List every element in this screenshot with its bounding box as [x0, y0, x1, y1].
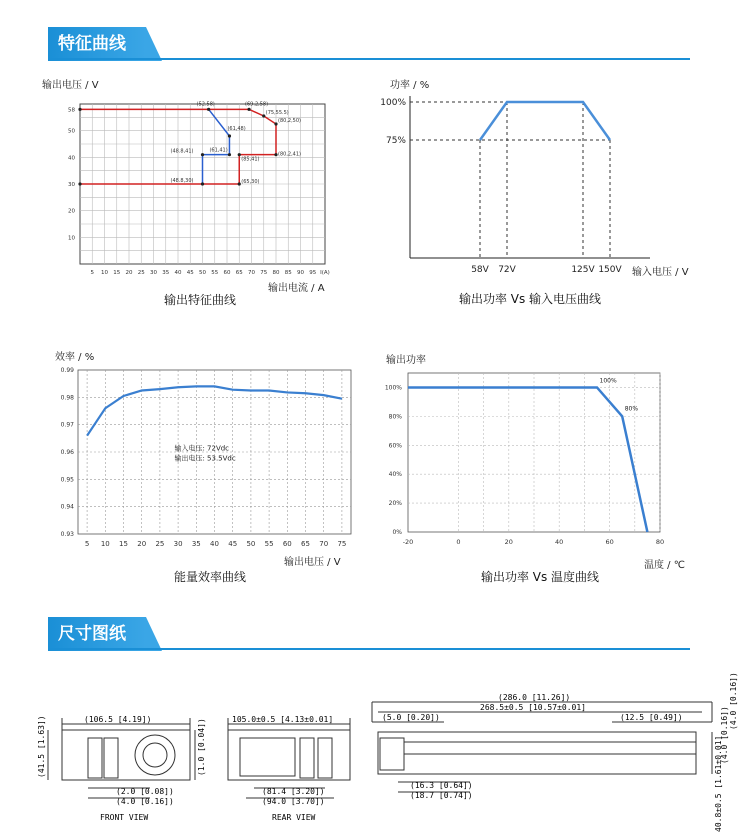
- side-right-label: (12.5 [0.49]): [620, 713, 683, 722]
- power-vs-input-voltage-chart: [375, 88, 695, 273]
- point-annotation: (48.8,30): [170, 178, 194, 184]
- data-point: [247, 108, 250, 111]
- x-tick-label: 40: [210, 540, 219, 548]
- front-d1-label: (2.0 [0.08]): [116, 787, 174, 796]
- annotation: 输入电压: 72Vdc: [174, 444, 230, 453]
- front-d2-label: (4.0 [0.16]): [116, 797, 174, 806]
- chart4-caption: 输出功率 Vs 温度曲线: [480, 570, 600, 584]
- y-tick-label: 0.98: [60, 394, 74, 402]
- output-characteristic-chart: [40, 92, 340, 297]
- point-annotation: (52.58): [196, 101, 215, 108]
- x-tick-label: 15: [119, 540, 128, 548]
- chart2-ylabel: 功率 / %: [390, 80, 430, 91]
- divider: [48, 58, 690, 60]
- rear-d2-label: (94.0 [3.70]): [262, 797, 325, 806]
- annotation: 输出电压: 53.5Vdc: [174, 454, 236, 463]
- rear-vent-grid: [240, 738, 295, 776]
- data-label: 80%: [624, 405, 639, 413]
- y-tick-label: 20%: [388, 500, 402, 508]
- y-tick-label: 0.97: [60, 421, 74, 429]
- front-width-label: (106.5 [4.19]): [84, 715, 152, 724]
- x-tick-label: 65: [301, 540, 310, 548]
- x-tick-label: 125V: [571, 265, 595, 273]
- rear-d1-label: (81.4 [3.20]): [262, 787, 325, 796]
- y-tick-label: 40%: [388, 471, 402, 479]
- series-line: [480, 102, 610, 140]
- rear-width-label: 105.0±0.5 [4.13±0.01]: [232, 715, 334, 724]
- side-b2-label: (18.7 [0.74]): [410, 791, 473, 800]
- side-b1-label: (16.3 [0.64]): [410, 781, 473, 790]
- fan-grille-inner: [143, 743, 167, 767]
- x-tick-label: 20: [137, 540, 147, 548]
- side-total-label: (286.0 [11.26]): [498, 693, 571, 702]
- front-gap-label: (1.0 [0.04]): [197, 718, 206, 776]
- point-annotation: (85,41): [241, 156, 260, 163]
- point-annotation: (80,2,50): [278, 118, 301, 124]
- x-tick-label: 20: [504, 538, 513, 546]
- x-tick-label: 60: [605, 538, 614, 546]
- x-tick-label: 20: [125, 270, 133, 276]
- x-tick-label: 35: [162, 270, 170, 276]
- front-height-label: (41.5 [1.63]): [37, 715, 46, 778]
- front-connector: [104, 738, 118, 778]
- x-tick-label: 45: [228, 540, 238, 548]
- section-banner-dimensions: [48, 617, 146, 651]
- point-annotation: (48.8,41): [170, 148, 194, 155]
- chart4-ylabel: 输出功率: [386, 355, 426, 366]
- y-tick-label: 75%: [385, 136, 406, 146]
- dimension-drawings: [0, 658, 750, 833]
- data-point: [201, 153, 204, 156]
- side-r2-label: (4.0 [0.16]): [720, 706, 729, 764]
- side-left-label: (5.0 [0.20]): [382, 713, 440, 722]
- y-tick-label: 0.96: [60, 449, 74, 456]
- x-tick-label: 25: [155, 540, 165, 548]
- point-annotation: (75,55.5): [265, 110, 289, 116]
- y-tick-label: 100%: [384, 384, 402, 392]
- x-tick-label: 5: [84, 540, 90, 548]
- y-tick-label: 0.99: [60, 367, 74, 374]
- y-tick-label: 30: [68, 182, 75, 188]
- chart3-caption: 能量效率曲线: [173, 570, 246, 584]
- plot-area: [408, 373, 660, 532]
- x-tick-label: 70: [319, 540, 329, 548]
- y-tick-label: 100%: [380, 98, 406, 108]
- section-title: 尺寸图纸: [48, 617, 146, 651]
- y-tick-label: 50: [68, 128, 75, 135]
- front-caption: FRONT VIEW: [100, 813, 149, 822]
- x-tick-label: I(A): [320, 270, 330, 276]
- x-tick-label: 45: [186, 270, 194, 276]
- chart1-ylabel: 输出电压 / V: [42, 80, 99, 91]
- y-tick-label: 20: [68, 208, 75, 215]
- chart3-xlabel: 输出电压 / V: [284, 557, 341, 568]
- rear-connector: [318, 738, 332, 778]
- side-body-label: 268.5±0.5 [10.57±0.01]: [480, 703, 586, 712]
- x-tick-label: 30: [150, 270, 157, 276]
- x-tick-label: 65: [235, 270, 243, 276]
- side-r3-label: 40.8±0.5 [1.61±0.01]: [714, 735, 723, 832]
- power-vs-temperature-chart: [370, 365, 675, 555]
- point-annotation: (61,48): [227, 126, 246, 132]
- chart2-caption: 输出功率 Vs 输入电压曲线: [458, 292, 602, 306]
- front-connector: [88, 738, 102, 778]
- data-point: [228, 153, 231, 156]
- chart1-xlabel: 输出电流 / A: [268, 283, 325, 294]
- x-tick-label: 10: [101, 270, 108, 276]
- x-tick-label: 15: [113, 270, 121, 276]
- y-tick-label: 0.95: [60, 476, 74, 484]
- x-tick-label: -20: [402, 538, 414, 546]
- x-tick-label: 90: [297, 270, 304, 276]
- x-tick-label: 60: [282, 540, 292, 548]
- x-tick-label: 40: [174, 270, 182, 276]
- x-tick-label: 75: [260, 270, 268, 276]
- point-annotation: (61,41): [209, 147, 228, 154]
- x-tick-label: 72V: [498, 265, 516, 273]
- x-tick-label: 80: [272, 270, 280, 276]
- x-tick-label: 70: [248, 270, 255, 276]
- fan-grille: [135, 735, 175, 775]
- x-tick-label: 5: [90, 270, 94, 276]
- chart1-caption: 输出特征曲线: [163, 293, 236, 307]
- x-tick-label: 50: [246, 540, 256, 548]
- x-tick-label: 60: [223, 270, 231, 276]
- x-tick-label: 25: [137, 270, 145, 276]
- y-tick-label: 80%: [388, 413, 402, 421]
- x-tick-label: 58V: [471, 265, 489, 273]
- side-r1-label: (4.0 [0.16]): [729, 672, 738, 730]
- y-tick-label: 0.93: [60, 531, 74, 538]
- rear-caption: REAR VIEW: [272, 813, 316, 822]
- point-annotation: (80,2,41): [278, 151, 301, 158]
- y-tick-label: 0%: [392, 529, 402, 536]
- point-annotation: (65,30): [241, 179, 260, 185]
- rear-view: [228, 718, 350, 798]
- y-tick-label: 58: [68, 107, 75, 114]
- x-tick-label: 150V: [598, 265, 622, 273]
- chart3-ylabel: 效率 / %: [55, 352, 95, 363]
- divider: [48, 648, 690, 650]
- x-tick-label: 95: [309, 270, 317, 276]
- x-tick-label: 55: [211, 270, 219, 276]
- data-point: [228, 134, 231, 137]
- side-connector: [380, 738, 404, 770]
- x-tick-label: 10: [100, 540, 110, 548]
- data-label: 100%: [599, 377, 617, 385]
- x-tick-label: 50: [199, 270, 206, 276]
- data-point: [78, 182, 81, 185]
- x-tick-label: 30: [173, 540, 183, 548]
- x-tick-label: 55: [264, 540, 274, 548]
- x-tick-label: 35: [191, 540, 201, 548]
- chart2-xlabel: 输入电压 / V: [632, 267, 689, 278]
- section-title: 特征曲线: [48, 27, 146, 61]
- y-tick-label: 0.94: [60, 503, 74, 511]
- front-panel-outline: [62, 730, 190, 780]
- y-tick-label: 60%: [388, 442, 402, 450]
- side-body-outline: [378, 732, 696, 774]
- data-point: [201, 182, 204, 185]
- chart4-xlabel: 温度 / ℃: [644, 560, 685, 571]
- front-view: [48, 718, 195, 798]
- x-tick-label: 40: [555, 538, 564, 546]
- x-tick-label: 85: [284, 270, 292, 276]
- point-annotation: (69.2,58): [245, 101, 269, 108]
- x-tick-label: 80: [655, 538, 665, 546]
- data-point: [207, 108, 210, 111]
- x-tick-label: 75: [337, 540, 347, 548]
- efficiency-chart: [48, 362, 368, 557]
- data-point: [78, 108, 81, 111]
- y-tick-label: 40: [68, 155, 75, 162]
- section-banner-characteristics: [48, 27, 146, 61]
- y-tick-label: 10: [68, 235, 75, 242]
- rear-connector: [300, 738, 314, 778]
- x-tick-label: 0: [456, 538, 461, 546]
